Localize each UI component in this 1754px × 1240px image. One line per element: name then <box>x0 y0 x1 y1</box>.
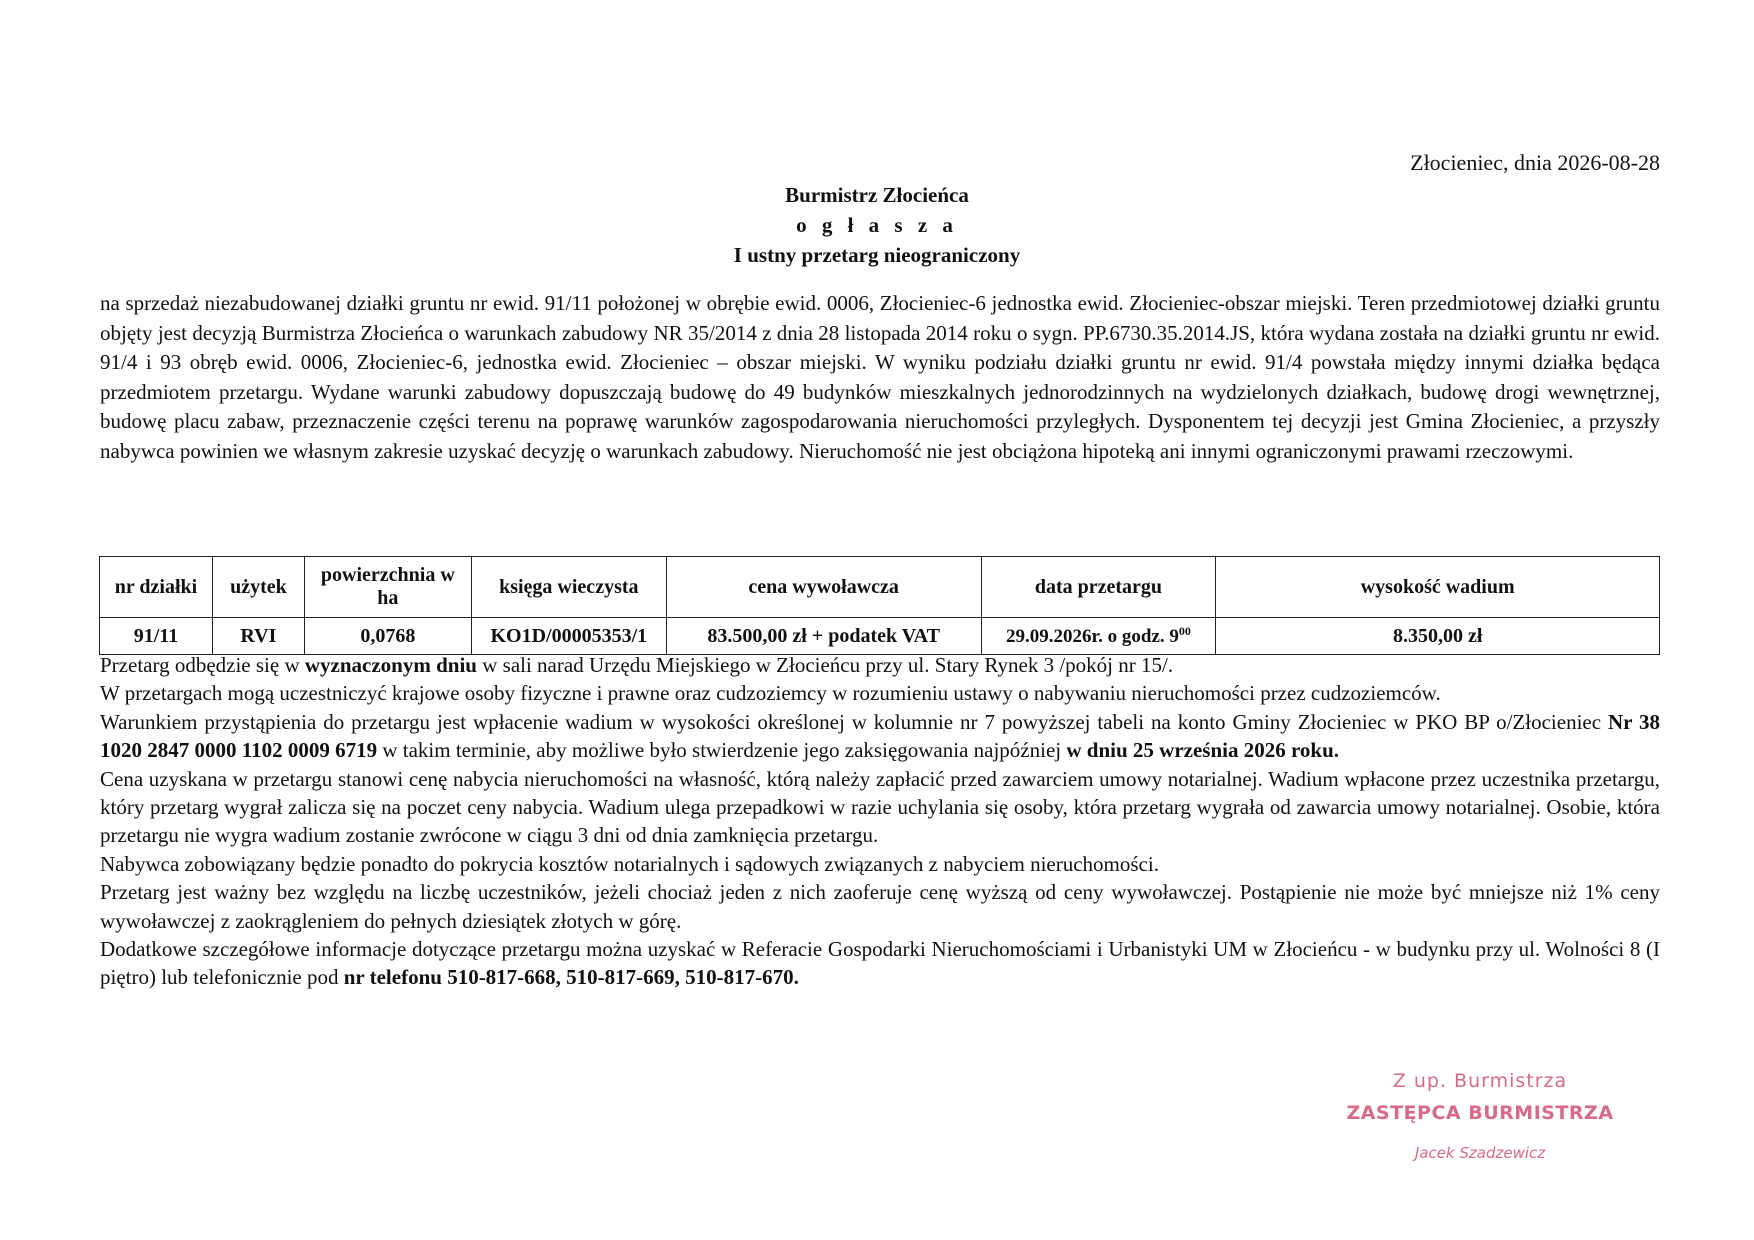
issuing-authority: Burmistrz Złocieńca <box>785 183 969 207</box>
stamp-authorization: Z up. Burmistrza <box>1392 1070 1568 1092</box>
contact-text: Dodatkowe szczegółowe informacje dotyczące przetargu można uzyskać w Referacie Gospodarki Nieruchomościami i Urbanistyki UM w Złocieńcu - w budynku przy ul. Wolności 8 (I piętro) lub telefonicznie pod <box>100 937 1660 990</box>
place-date: Złocieniec, dnia 2026-08-28 <box>1410 150 1660 175</box>
deposit-text: Warunkiem przystąpienia do przetargu jest wpłacenie wadium w wysokości określonej w kolumnie nr 7 powyższej tabeli na konto Gminy Złocieniec w PKO BP o/Złocieniec <box>100 709 1608 734</box>
venue-location: w sali narad Urzędu Miejskiego w Złocieńcu przy ul. Stary Rynek 3 /pokój nr 15/. <box>476 653 1174 677</box>
paragraph-deposit <box>100 708 1660 765</box>
venue-emphasis: wyznaczonym dniu <box>304 653 477 677</box>
cell-deposit: 8.350,00 zł <box>1216 618 1660 655</box>
stamp-signatory: Jacek Szadzewicz <box>1414 1144 1546 1162</box>
stamp-title: ZASTĘPCA BURMISTRZA <box>1346 1102 1614 1124</box>
cell-area: 0,0768 <box>304 618 471 655</box>
bank-account-number: Nr 38 1020 2847 0000 1102 0009 6719 <box>100 709 1660 763</box>
paragraph-participants: W przetargach mogą uczestniczyć krajowe osoby fizyczne i prawne oraz cudzoziemcy w rozumieniu ustawy o nabywaniu nieruchomości przez cudzoziemców. <box>100 681 1441 706</box>
cell-plot-no: 91/11 <box>100 618 213 655</box>
col-header-land-register: księga wieczysta <box>471 557 666 618</box>
col-header-deposit: wysokość wadium <box>1216 557 1660 618</box>
tender-date-text: 29.09.2026r. o godz. 9 <box>1005 626 1179 647</box>
col-header-tender-date: data przetargu <box>981 557 1216 618</box>
signature-stamp <box>1330 1070 1630 1162</box>
col-header-plot-no: nr działki <box>100 557 213 618</box>
deposit-deadline-date: w dniu 25 września 2026 roku. <box>1066 738 1340 763</box>
cell-tender-date <box>981 618 1216 655</box>
intro-paragraph: na sprzedaż niezabudowanej działki gruntu nr ewid. 91/11 położonej w obrębie ewid. 0006, Złocieniec-6 jednostka ewid. Złocieniec-obszar miejski. Teren przedmiotowej działki gruntu objęty jest decyzją Burmistrza Złocieńca o warunkach zabudowy NR 35/2014 z dnia 28 listopada 2014 roku o sygn. PP.6730.35.2014.JS, która wydana została na działki gruntu nr ewid. 91/4 i 93 obręb ewid. 0006, Złocieniec-6, jednostka ewid. Złocieniec – obszar miejski. W wyniku podziału działki gruntu nr ewid. 91/4 powstała między innymi działka będąca przedmiotem przetargu. Wydane warunki zabudowy dopuszczają budowę do 49 budynków mieszkalnych jednorodzinnych na wydzielonych działkach, budowę drogi wewnętrznej, budowę placu zabaw, przeznaczenie części terenu na poprawę warunków zagospodarowania nieruchomości przyległych. Dysponentem tej decyzji jest Gmina Złocieniec, a przyszły nabywca powinien we własnym zakresie uzyskać decyzję o warunkach zabudowy. Nieruchomość nie jest obciążona hipoteką ani innymi ograniczonymi prawami rzeczowymi. <box>100 291 1660 463</box>
announces-word: o g ł a s z a <box>796 213 958 237</box>
cell-starting-price: 83.500,00 zł + podatek VAT <box>666 618 981 655</box>
plot-table <box>99 556 1660 655</box>
paragraph-price: Cena uzyskana w przetargu stanowi cenę nabycia nieruchomości na własność, którą należy zapłacić przed zawarciem umowy notarialnej. Wadium wpłacone przez uczestnika przetargu, który przetarg wygrał zalicza się na poczet ceny nabycia. Wadium ulega przepadkowi w razie uchylania się osoby, która przetarg wygrała od zawarcia umowy notarialnej. Osobie, która przetargu nie wygra wadium zostanie zwrócone w ciągu 3 dni od dnia zamknięcia przetargu. <box>100 766 1660 848</box>
announcement-body <box>100 651 1660 992</box>
table-row <box>100 618 1660 655</box>
paragraph-costs: Nabywca zobowiązany będzie ponadto do pokrycia kosztów notarialnych i sądowych związanych z nabyciem nieruchomości. <box>100 851 1159 876</box>
tender-time-minutes: 00 <box>1178 624 1191 638</box>
deposit-deadline-text: w takim terminie, aby możliwe było stwierdzenie jego zaksięgowania najpóźniej <box>377 738 1067 763</box>
cell-land-use: RVI <box>212 618 304 655</box>
col-header-area: powierzchnia w ha <box>304 557 471 618</box>
venue-text: Przetarg odbędzie się w <box>100 653 305 677</box>
table-header-row <box>100 557 1660 618</box>
tender-title: I ustny przetarg nieograniczony <box>733 243 1021 267</box>
paragraph-contact <box>100 935 1660 992</box>
cell-land-register: KO1D/00005353/1 <box>471 618 666 655</box>
col-header-land-use: użytek <box>212 557 304 618</box>
col-header-starting-price: cena wywoławcza <box>666 557 981 618</box>
phone-numbers: nr telefonu 510-817-668, 510-817-669, 510-817-670. <box>343 965 799 990</box>
paragraph-validity: Przetarg jest ważny bez względu na liczbę uczestników, jeżeli chociaż jeden z nich zaoferuje cenę wyższą od ceny wywoławczej. Postąpienie nie może być mniejsze niż 1% ceny wywoławczej z zaokrągleniem do pełnych dziesiątek złotych w górę. <box>100 880 1660 933</box>
announcement-header <box>0 180 1754 270</box>
paragraph-venue <box>100 651 1660 679</box>
